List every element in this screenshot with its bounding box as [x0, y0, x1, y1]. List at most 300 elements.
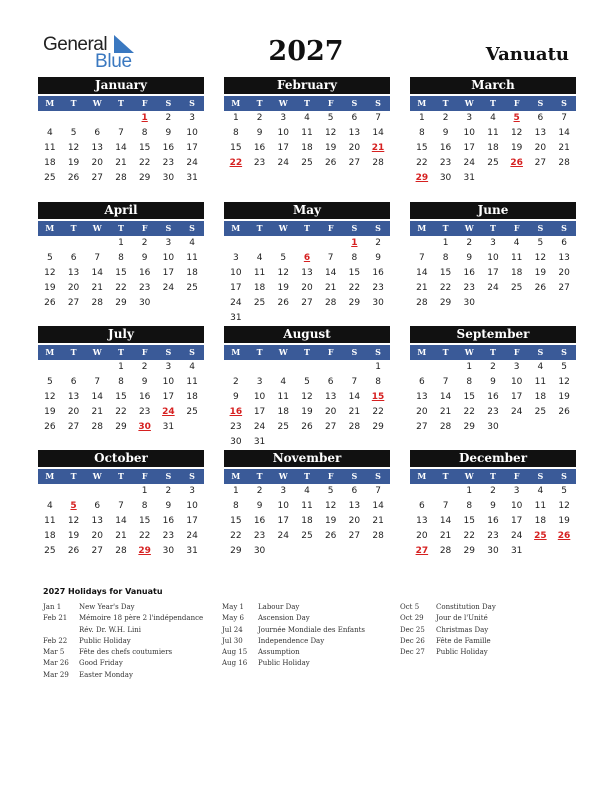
week-row	[38, 484, 204, 499]
holiday-item	[222, 647, 365, 658]
day-cell: 4	[189, 362, 195, 372]
day-cell	[295, 544, 319, 559]
month-february	[224, 77, 390, 171]
day-cell: 28	[115, 546, 127, 556]
day-cell	[62, 236, 86, 251]
week-row	[38, 390, 204, 405]
day-cell: 16	[253, 143, 266, 153]
weekday-label: T	[117, 98, 124, 108]
day-cell: 17	[230, 283, 242, 293]
day-cell: 22	[348, 283, 361, 293]
month-title: September	[410, 326, 576, 343]
weekday-label: T	[117, 471, 124, 481]
holiday-name: Public Holiday	[258, 659, 310, 668]
day-cell: 9	[466, 253, 473, 263]
day-cell: 8	[466, 501, 473, 511]
day-cell: 12	[534, 253, 547, 263]
weekday-label: F	[513, 347, 520, 357]
day-cell: 5	[70, 128, 77, 138]
day-cell: 1	[375, 362, 381, 372]
day-cell: 2	[442, 113, 449, 123]
day-cell: 12	[67, 516, 80, 526]
day-cell: 7	[351, 377, 358, 387]
weekday-label: M	[231, 471, 241, 481]
week-row	[224, 390, 390, 405]
week-row	[38, 544, 204, 559]
day-cell: 23	[439, 158, 452, 168]
weekday-label: T	[70, 223, 77, 233]
month-title: December	[410, 450, 576, 467]
day-cell: 15	[416, 143, 428, 153]
day-cell: 9	[141, 253, 148, 263]
day-cell: 10	[253, 392, 266, 402]
week-row	[38, 126, 204, 141]
day-cell: 21	[558, 143, 570, 153]
day-cell: 16	[138, 268, 151, 278]
day-cell	[434, 360, 458, 375]
holiday-name: Labour Day	[258, 603, 300, 611]
day-cell: 1	[232, 486, 239, 496]
month-september	[410, 326, 576, 435]
day-cell	[410, 484, 434, 499]
day-cell: 12	[44, 268, 56, 278]
week-row	[410, 529, 576, 544]
day-cell: 4	[513, 238, 520, 248]
day-cell: 14	[348, 392, 361, 402]
day-cell: 20	[416, 407, 428, 417]
day-cell: 7	[118, 501, 124, 511]
day-cell: 11	[487, 128, 499, 138]
day-cell: 18	[534, 392, 547, 402]
day-cell: 10	[510, 377, 523, 387]
holiday-day-cell: 21	[371, 143, 385, 153]
day-cell: 18	[186, 392, 198, 402]
day-cell: 15	[463, 516, 475, 526]
day-cell	[271, 435, 295, 450]
holiday-date: Aug 16	[222, 659, 248, 668]
day-cell: 27	[416, 422, 428, 432]
day-cell: 25	[253, 298, 266, 308]
day-cell: 14	[91, 392, 103, 402]
day-cell: 20	[558, 268, 570, 278]
holiday-day-cell: 26	[510, 158, 523, 168]
day-cell: 6	[94, 128, 101, 138]
day-cell: 8	[375, 377, 381, 387]
holiday-name: Assumption	[258, 648, 300, 657]
day-cell: 9	[165, 501, 172, 511]
month-march	[410, 77, 576, 186]
day-cell: 29	[230, 546, 242, 556]
holiday-date: Dec 27	[400, 648, 425, 657]
weekday-label: T	[303, 98, 310, 108]
day-cell: 10	[510, 501, 523, 511]
holiday-date: Jul 30	[222, 636, 243, 645]
day-cell: 9	[442, 128, 449, 138]
day-cell: 14	[439, 516, 452, 526]
day-cell: 8	[232, 501, 239, 511]
day-cell: 2	[256, 113, 263, 123]
weekday-label: F	[327, 98, 334, 108]
weekday-header	[410, 96, 576, 111]
day-cell: 2	[141, 238, 148, 248]
week-row	[410, 156, 576, 171]
day-cell: 2	[490, 362, 496, 372]
day-cell: 20	[348, 516, 361, 526]
day-cell	[410, 236, 434, 251]
week-row	[410, 484, 576, 499]
day-cell	[295, 435, 319, 450]
day-cell: 16	[162, 143, 175, 153]
day-cell: 27	[301, 298, 313, 308]
holiday-item	[43, 613, 203, 624]
holiday-date: May 1	[222, 603, 244, 611]
day-cell: 8	[118, 253, 124, 263]
week-row	[38, 141, 204, 156]
weekday-label: T	[70, 471, 77, 481]
weekday-label: S	[351, 471, 358, 481]
day-cell: 18	[301, 143, 313, 153]
day-cell: 21	[115, 158, 127, 168]
day-cell: 19	[301, 407, 313, 417]
day-cell: 3	[513, 362, 520, 372]
day-cell	[319, 435, 343, 450]
day-cell: 13	[416, 392, 428, 402]
week-row	[224, 266, 390, 281]
weekday-label: T	[70, 347, 77, 357]
day-cell: 3	[280, 113, 287, 123]
weekday-label: S	[189, 471, 195, 481]
week-row	[410, 251, 576, 266]
holiday-name: Fête de Famille	[436, 636, 491, 645]
day-cell	[224, 236, 248, 251]
day-cell: 26	[277, 298, 289, 308]
weekday-label: F	[141, 98, 148, 108]
weekday-label: S	[351, 98, 358, 108]
weekday-label: T	[442, 347, 449, 357]
day-cell: 31	[510, 546, 523, 556]
holiday-column	[43, 602, 203, 681]
day-cell: 23	[372, 283, 384, 293]
day-cell: 1	[141, 486, 148, 496]
day-cell: 25	[487, 158, 499, 168]
day-cell: 4	[304, 486, 310, 496]
day-cell: 21	[115, 531, 127, 541]
day-cell: 20	[348, 143, 361, 153]
day-cell: 10	[277, 501, 289, 511]
logo	[43, 34, 143, 74]
day-cell: 19	[558, 516, 570, 526]
day-cell: 25	[186, 407, 198, 417]
day-cell	[529, 544, 553, 559]
day-cell: 14	[416, 268, 428, 278]
day-cell: 24	[277, 531, 289, 541]
day-cell	[319, 236, 343, 251]
day-cell: 15	[230, 143, 242, 153]
day-cell: 25	[534, 407, 547, 417]
holiday-item	[222, 658, 365, 669]
holiday-name: Fête des chefs coutumiers	[79, 648, 173, 657]
week-row	[224, 529, 390, 544]
week-row	[224, 236, 390, 251]
day-cell	[248, 311, 272, 326]
month-october	[38, 450, 204, 559]
weekday-label: S	[351, 347, 358, 357]
day-cell: 23	[138, 407, 151, 417]
week-row	[38, 296, 204, 311]
week-row	[38, 281, 204, 296]
day-cell: 1	[466, 486, 473, 496]
day-cell: 6	[70, 253, 77, 263]
weekday-header	[38, 469, 204, 484]
day-cell: 13	[416, 516, 428, 526]
week-row	[224, 499, 390, 514]
holiday-day-cell: 25	[534, 531, 547, 541]
day-cell	[295, 311, 319, 326]
day-cell: 23	[162, 158, 175, 168]
weekday-label: T	[442, 471, 449, 481]
month-title: March	[410, 77, 576, 94]
day-cell: 7	[418, 253, 425, 263]
day-cell: 28	[372, 158, 384, 168]
day-cell	[85, 360, 109, 375]
weekday-label: W	[92, 347, 102, 357]
weekday-label: F	[513, 98, 520, 108]
week-row	[38, 499, 204, 514]
week-row	[410, 171, 576, 186]
week-row	[38, 251, 204, 266]
holiday-day-cell: 29	[138, 546, 151, 556]
day-cell	[248, 236, 272, 251]
day-cell: 24	[186, 158, 198, 168]
holiday-day-cell: 15	[371, 392, 385, 402]
day-cell: 23	[162, 531, 175, 541]
day-cell: 26	[67, 546, 80, 556]
day-cell	[481, 296, 505, 311]
day-cell: 15	[115, 392, 127, 402]
day-cell: 18	[253, 283, 266, 293]
weekday-label: S	[537, 223, 544, 233]
day-cell: 28	[324, 298, 337, 308]
day-cell: 20	[91, 158, 103, 168]
day-cell	[505, 171, 529, 186]
day-cell: 9	[232, 392, 239, 402]
day-cell	[552, 420, 576, 435]
day-cell	[295, 236, 319, 251]
holiday-name: Good Friday	[79, 659, 123, 668]
week-row	[410, 514, 576, 529]
day-cell: 12	[324, 501, 337, 511]
day-cell: 26	[324, 531, 337, 541]
day-cell: 19	[277, 283, 289, 293]
day-cell: 30	[162, 546, 175, 556]
day-cell: 29	[115, 422, 127, 432]
day-cell: 17	[253, 407, 266, 417]
day-cell	[552, 171, 576, 186]
day-cell: 29	[372, 422, 384, 432]
day-cell	[343, 544, 367, 559]
day-cell: 23	[138, 283, 151, 293]
day-cell: 13	[301, 268, 313, 278]
weekday-label: M	[45, 223, 55, 233]
weekday-label: T	[442, 223, 449, 233]
day-cell: 28	[558, 158, 570, 168]
holiday-date: Mar 29	[43, 670, 69, 679]
weekday-label: M	[231, 223, 241, 233]
weekday-label: T	[117, 223, 124, 233]
holiday-item	[222, 636, 365, 647]
week-row	[410, 360, 576, 375]
day-cell: 22	[463, 531, 475, 541]
day-cell: 17	[186, 516, 198, 526]
day-cell: 20	[324, 407, 337, 417]
day-cell: 9	[490, 501, 496, 511]
day-cell: 4	[46, 128, 53, 138]
weekday-label: S	[165, 98, 172, 108]
day-cell: 24	[277, 158, 289, 168]
day-cell: 29	[348, 298, 361, 308]
month-title: July	[38, 326, 204, 343]
day-cell: 17	[487, 268, 499, 278]
weekday-header	[38, 345, 204, 360]
day-cell	[38, 236, 62, 251]
weekday-header	[224, 345, 390, 360]
month-title: November	[224, 450, 390, 467]
day-cell: 19	[510, 143, 523, 153]
day-cell: 31	[463, 173, 475, 183]
week-row	[224, 375, 390, 390]
day-cell: 9	[141, 377, 148, 387]
weekday-label: F	[327, 471, 334, 481]
day-cell: 1	[118, 362, 124, 372]
day-cell: 9	[165, 128, 172, 138]
day-cell	[62, 360, 86, 375]
week-row	[224, 405, 390, 420]
day-cell: 22	[138, 158, 151, 168]
month-title: August	[224, 326, 390, 343]
day-cell: 9	[256, 128, 263, 138]
month-january	[38, 77, 204, 186]
day-cell: 21	[324, 283, 337, 293]
day-cell: 20	[67, 283, 80, 293]
holiday-day-cell: 22	[229, 158, 243, 168]
day-cell: 11	[534, 501, 547, 511]
day-cell: 27	[558, 283, 570, 293]
weekday-label: T	[303, 223, 310, 233]
holiday-date: Mar 5	[43, 648, 65, 657]
weekday-label: S	[189, 98, 195, 108]
day-cell: 17	[162, 392, 175, 402]
day-cell: 3	[165, 238, 172, 248]
page-header	[0, 0, 612, 74]
weekday-label: M	[231, 347, 241, 357]
day-cell: 15	[439, 268, 452, 278]
week-row	[410, 499, 576, 514]
day-cell: 1	[232, 113, 239, 123]
day-cell: 13	[348, 128, 361, 138]
day-cell	[343, 435, 367, 450]
holiday-item	[222, 613, 365, 624]
weekday-label: M	[417, 347, 427, 357]
weekday-label: M	[417, 98, 427, 108]
day-cell: 8	[418, 128, 425, 138]
holiday-column	[222, 602, 365, 670]
day-cell: 28	[372, 531, 384, 541]
day-cell: 14	[372, 501, 384, 511]
day-cell: 21	[416, 283, 428, 293]
day-cell: 7	[94, 253, 101, 263]
day-cell: 10	[162, 253, 175, 263]
weekday-label: W	[464, 347, 474, 357]
day-cell: 10	[487, 253, 499, 263]
weekday-label: W	[464, 98, 474, 108]
day-cell: 15	[230, 516, 242, 526]
weekday-label: F	[141, 223, 148, 233]
day-cell: 2	[165, 113, 172, 123]
holiday-day-cell: 16	[229, 407, 243, 417]
weekday-label: T	[303, 471, 310, 481]
day-cell: 28	[439, 546, 452, 556]
day-cell: 11	[277, 392, 289, 402]
week-row	[224, 156, 390, 171]
day-cell: 15	[115, 268, 127, 278]
weekday-label: S	[561, 223, 567, 233]
day-cell: 19	[44, 407, 56, 417]
day-cell	[552, 544, 576, 559]
holiday-date: Dec 25	[400, 625, 425, 634]
weekday-label: S	[375, 347, 381, 357]
month-title: May	[224, 202, 390, 219]
holiday-date: Oct 29	[400, 614, 424, 623]
day-cell: 17	[463, 143, 475, 153]
day-cell: 5	[46, 253, 53, 263]
weekday-header	[224, 469, 390, 484]
day-cell: 25	[44, 173, 56, 183]
holiday-date	[43, 625, 79, 636]
day-cell: 26	[558, 407, 570, 417]
day-cell	[38, 111, 62, 126]
day-cell: 24	[230, 298, 242, 308]
holiday-date: Jan 1	[43, 603, 62, 611]
day-cell	[271, 311, 295, 326]
day-cell: 7	[442, 501, 449, 511]
day-cell: 23	[253, 158, 266, 168]
day-cell: 11	[186, 253, 198, 263]
day-cell: 16	[463, 268, 475, 278]
day-cell: 30	[230, 437, 242, 447]
day-cell: 30	[463, 298, 475, 308]
day-cell: 16	[487, 516, 499, 526]
week-row	[410, 111, 576, 126]
week-row	[38, 156, 204, 171]
day-cell	[180, 420, 204, 435]
weekday-label: W	[278, 98, 288, 108]
day-cell: 31	[186, 173, 198, 183]
holiday-item	[43, 670, 203, 681]
day-cell	[271, 544, 295, 559]
day-cell: 30	[162, 173, 175, 183]
week-row	[224, 360, 390, 375]
day-cell: 29	[463, 546, 475, 556]
month-august	[224, 326, 390, 450]
day-cell: 11	[301, 128, 313, 138]
day-cell	[319, 311, 343, 326]
day-cell: 24	[510, 531, 523, 541]
day-cell: 7	[327, 253, 334, 263]
day-cell: 6	[94, 501, 101, 511]
day-cell: 5	[46, 377, 53, 387]
weekday-label: M	[417, 471, 427, 481]
day-cell: 2	[490, 486, 496, 496]
